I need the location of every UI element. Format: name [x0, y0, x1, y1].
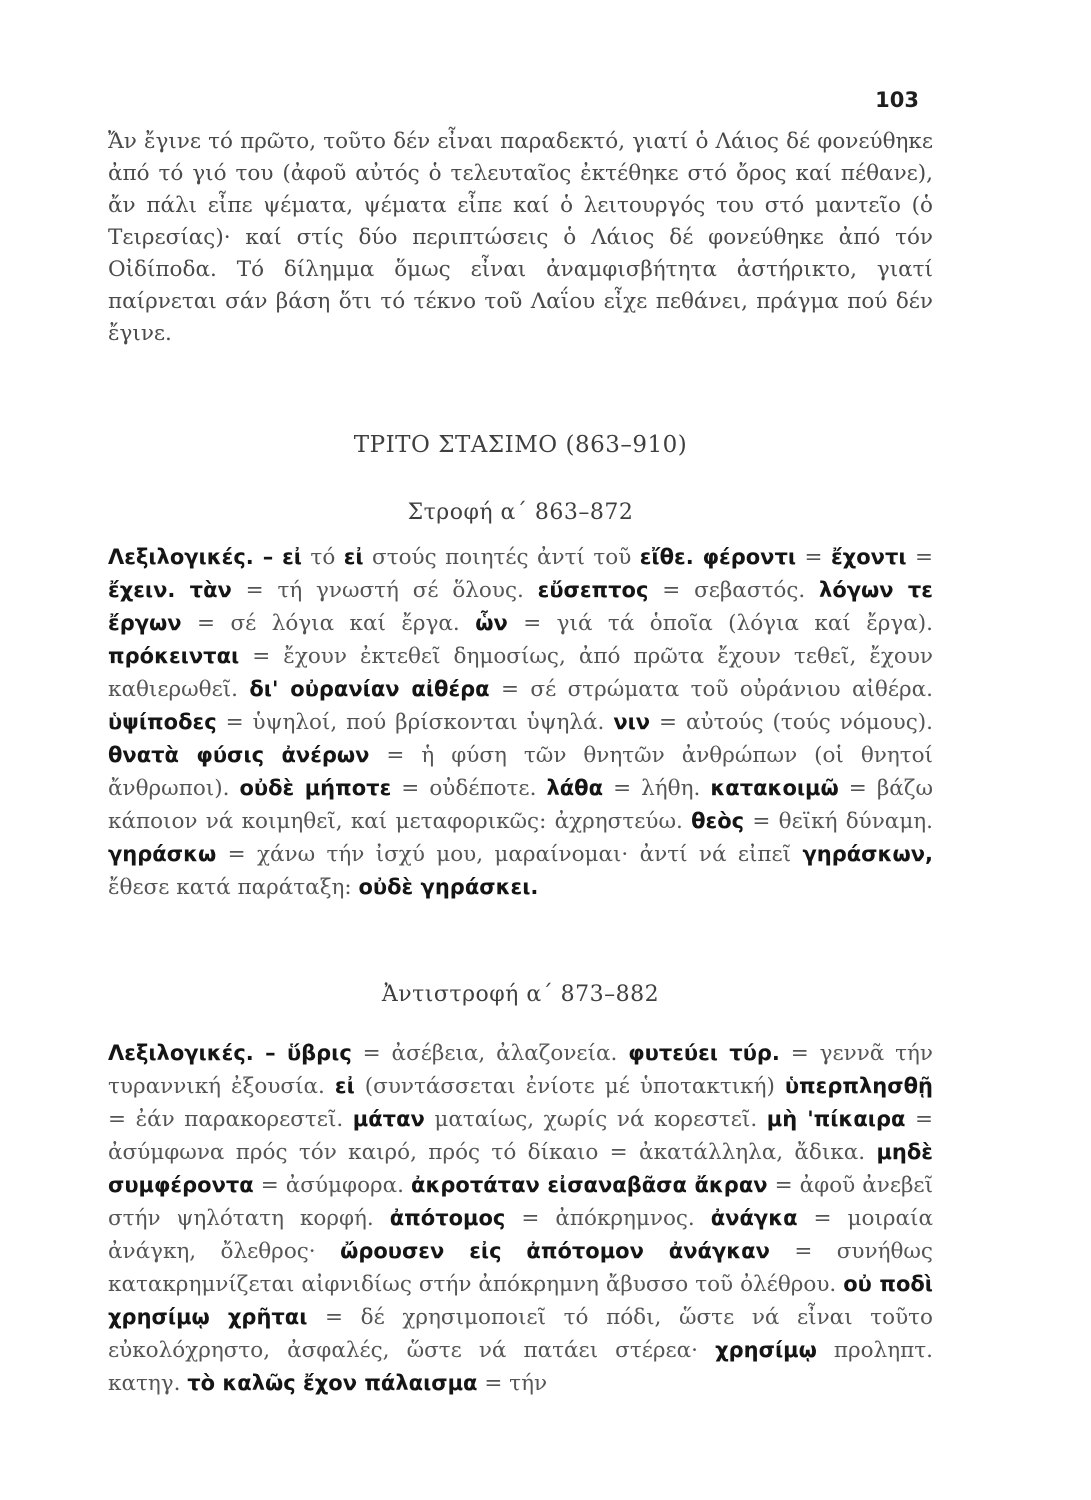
vocab-term: τὸ καλῶς ἔχον πάλαισμα — [187, 1371, 478, 1395]
vocab-term: γηράσκων, — [802, 842, 933, 866]
vocab-term: εἰ — [343, 545, 364, 569]
vocab-gloss: = ἀσέβεια, ἀλαζονεία. — [351, 1041, 629, 1066]
vocab-gloss: = βάζω κάποιον νά κοιμηθεῖ, καί μεταφορικῶς: ἀχρηστεύω. — [108, 776, 933, 834]
vocab-gloss: = σέ στρώματα τοῦ οὐράνιου αἰθέρα. — [489, 677, 933, 702]
vocab-gloss: ματαίως, χωρίς νά κορεστεῖ. — [424, 1107, 767, 1132]
vocab-term: χρησίμῳ — [715, 1338, 817, 1362]
vocab-gloss: = ἡ φύση τῶν θνητῶν ἀνθρώπων (οἱ θνητοί ἄνθρωποι). — [108, 743, 933, 801]
vocab-gloss: (συντάσσεται ἐνίοτε μέ ὑποτακτική) — [354, 1074, 785, 1099]
vocab-gloss: = μοιραία ἀνάγκη, ὄλεθρος· — [108, 1206, 933, 1264]
vocab-gloss: = ἀσύμφορα. — [253, 1173, 412, 1198]
vocab-gloss: = ἀσύμφωνα πρός τόν καιρό, πρός τό δίκαιο = ἀκατάλληλα, ἄδικα. — [108, 1107, 933, 1165]
vocab-term: θεὸς — [691, 809, 745, 833]
strophe-a-vocabulary — [108, 541, 933, 904]
vocab-term: φυτεύει τύρ. — [628, 1041, 780, 1065]
vocab-gloss: = — [796, 545, 831, 570]
vocab-gloss: στούς ποιητές ἀντί τοῦ — [363, 545, 640, 570]
vocab-term: νιν — [613, 710, 651, 734]
vocab-term: ἀνάγκα — [710, 1206, 798, 1230]
vocab-term: οὐδὲ γηράσκει. — [358, 875, 539, 899]
vocab-term: μὴ 'πίκαιρα — [766, 1107, 906, 1131]
vocab-gloss: = δέ χρησιμοποιεῖ τό πόδι, ὥστε νά εἶναι τοῦτο εὐκολόχρηστο, ἀσφαλές, ὥστε νά πατάει στέρεα· — [108, 1305, 933, 1363]
vocab-term: ὑψίποδες — [108, 710, 217, 734]
vocab-gloss: = ὑψηλοί, πού βρίσκονται ὑψηλά. — [216, 710, 614, 735]
page-number: 103 — [875, 88, 919, 112]
vocab-gloss: = — [906, 545, 934, 570]
vocab-gloss: = γιά τά ὁποῖα (λόγια καί ἔργα). — [507, 611, 933, 636]
vocab-gloss: ἔθεσε κατά παράταξη: — [108, 875, 359, 900]
strophe-a-title: Στροφή α΄ 863–872 — [407, 500, 634, 525]
vocab-term: Λεξιλογικές. – εἰ — [108, 545, 302, 569]
vocab-term: μάταν — [352, 1107, 425, 1131]
vocab-gloss: = τή γνωστή σέ ὅλους. — [231, 578, 538, 603]
vocab-gloss: = ἀπόκρημνος. — [505, 1206, 711, 1231]
vocab-term: κατακοιμῶ — [710, 776, 839, 800]
vocab-gloss: = ἀφοῦ ἀνεβεῖ στήν ψηλότατη κορφή. — [108, 1173, 933, 1231]
vocab-gloss: = σέ λόγια καί ἔργα. — [181, 611, 476, 636]
vocab-term: ὑπερπλησθῇ — [784, 1074, 933, 1098]
vocab-gloss: προληπτ. κατηγ. — [108, 1338, 933, 1396]
vocab-term: ὧν — [475, 611, 508, 635]
antistrophe-a-title: Ἀντιστροφή α΄ 873–882 — [381, 982, 660, 1007]
vocab-term: λόγων τε ἔργων — [108, 578, 933, 635]
vocab-gloss: = θεϊκή δύναμη. — [744, 809, 934, 834]
vocab-term: οὐδὲ μήποτε — [239, 776, 392, 800]
vocab-gloss: = οὐδέποτε. — [391, 776, 547, 801]
vocab-gloss: τό — [301, 545, 344, 570]
vocab-gloss: = γεννᾶ τήν τυραννική ἐξουσία. — [108, 1041, 933, 1099]
vocab-term: ὤρουσεν εἰς ἀπότομον ἀνάγκαν — [340, 1239, 770, 1263]
vocab-term: μηδὲ συμφέροντα — [108, 1140, 933, 1197]
antistrophe-a-vocabulary — [108, 1037, 933, 1400]
vocab-gloss: = συνήθως κατακρημνίζεται αἰφνιδίως στήν ἀπόκρημνη ἄβυσσο τοῦ ὀλέθρου. — [108, 1239, 933, 1297]
vocab-term: ἔχοντι — [830, 545, 907, 569]
vocab-gloss: = αὐτούς (τούς νόμους). — [650, 710, 933, 735]
vocab-term: εἰ — [334, 1074, 355, 1098]
intro-paragraph: Ἄν ἔγινε τό πρῶτο, τοῦτο δέν εἶναι παραδεκτό, γιατί ὁ Λάιος δέ φονεύθηκε ἀπό τό γιό του (ἀφοῦ αὐτός ὁ τελευταῖος ἐκτέθηκε στό ὄρος καί πέθανε), ἄν πάλι εἶπε ψέματα, ψέματα εἶπε καί ὁ λειτουργός του στό μαντεῖο (ὁ Τειρεσίας)· καί στίς δύο περιπτώσεις ὁ Λάιος δέ φονεύθηκε ἀπό τόν Οἰδίποδα. Τό δίλημμα ὅμως εἶναι ἀναμφισβήτητα ἀστήρικτο, γιατί παίρνεται σάν βάση ὅτι τό τέκνο τοῦ Λαΐου εἶχε πεθάνει, πράγμα πού δέν ἔγινε. — [108, 129, 933, 346]
vocab-gloss: = χάνω τήν ἰσχύ μου, μαραίνομαι· ἀντί νά εἰπεῖ — [216, 842, 803, 867]
vocab-term: εὔσεπτος — [537, 578, 649, 602]
vocab-term: δι' οὐρανίαν αἰθέρα — [249, 677, 490, 701]
vocab-term: οὐ ποδὶ χρησίμῳ χρῆται — [108, 1272, 933, 1329]
vocab-gloss: = σεβαστός. — [648, 578, 820, 603]
vocab-gloss: = τήν — [477, 1371, 548, 1396]
vocab-term: θνατὰ φύσις ἀνέρων — [108, 743, 370, 767]
vocab-term: Λεξιλογικές. – ὕβρις — [108, 1041, 352, 1065]
vocab-term: πρόκεινται — [108, 644, 240, 668]
vocab-gloss: = ἔχουν ἐκτεθεῖ δημοσίως, ἀπό πρῶτα ἔχουν τεθεῖ, ἔχουν καθιερωθεῖ. — [108, 644, 933, 702]
vocab-term: λάθα — [546, 776, 604, 800]
vocab-term: γηράσκω — [108, 842, 217, 866]
vocab-term: ἀκροτάταν εἰσαναβᾶσα ἄκραν — [411, 1173, 768, 1197]
vocab-gloss: = λήθη. — [603, 776, 711, 801]
vocab-term: ἀπότομος — [389, 1206, 506, 1230]
vocab-gloss: = ἐάν παρακορεστεῖ. — [108, 1107, 353, 1132]
vocab-term: εἴθε. φέροντι — [639, 545, 797, 569]
vocab-term: ἔχειν. τὰν — [108, 578, 232, 602]
section-title: ΤΡΙΤΟ ΣΤΑΣΙΜΟ (863–910) — [353, 432, 688, 458]
